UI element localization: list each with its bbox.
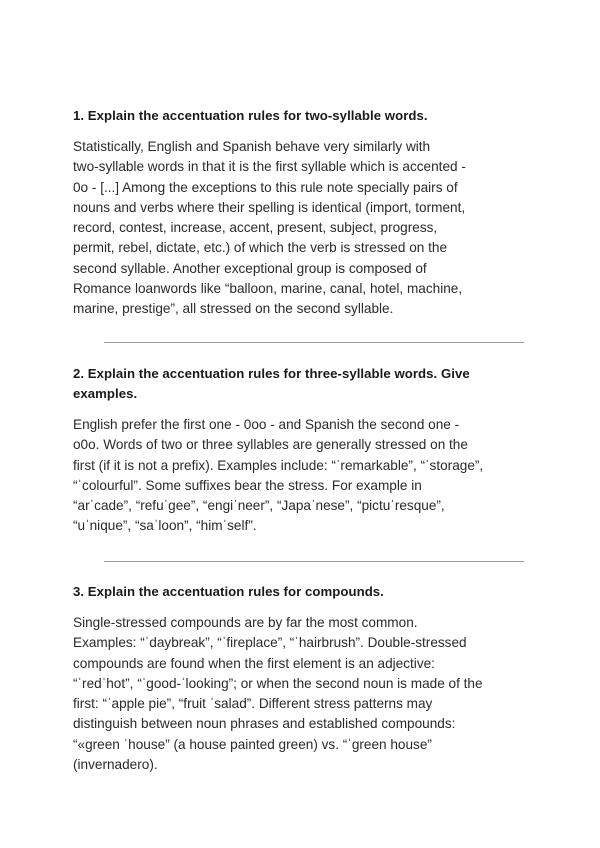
section-body [73,137,525,320]
body-line: English prefer the first one - 0oo - and Spanish the second one - [73,417,460,432]
body-line: record, contest, increase, accent, present, subject, progress, [73,220,438,236]
body-line: “«green ˈhouse” (a house painted green) vs. “ˈgreen house” [73,736,432,752]
heading-line: 3. Explain the accentuation rules for compounds. [73,584,384,599]
body-line: nouns and verbs where their spelling is identical (import, torment, [73,199,466,215]
heading-line: 2. Explain the accentuation rules for three-syllable words. Give [73,366,470,381]
body-line: permit, rebel, dictate, etc.) of which the verb is stressed on the [73,240,448,256]
section-two-syllable-words [73,106,525,320]
section-compounds [73,582,525,775]
body-line: two-syllable words in that it is the first syllable which is accented - [73,159,466,175]
body-line: Examples: “ˈdaybreak”, “ˈfireplace”, “ˈhairbrush”. Double-stressed [73,635,467,651]
section-body [73,415,525,537]
body-line: Romance loanwords like “balloon, marine, canal, hotel, machine, [73,281,463,297]
section-heading [73,106,525,126]
body-line: compounds are found when the first element is an adjective: [73,655,435,671]
section-heading [73,364,525,404]
body-line: first: “ˈapple pie”, “fruit ˈsalad”. Different stress patterns may [73,696,433,712]
section-three-syllable-words [73,364,525,537]
body-line: first (if it is not a prefix). Examples include: “ˈremarkable”, “ˈstorage”, [73,457,484,473]
section-heading [73,582,525,602]
heading-line: 1. Explain the accentuation rules for two-syllable words. [73,108,428,123]
section-body [73,613,525,775]
section-divider [104,342,524,343]
body-line: distinguish between noun phrases and established compounds: [73,716,456,732]
body-line: “arˈcade”, “refuˈgee”, “engiˈneer”, “Japaˈnese”, “pictuˈresque”, [73,498,445,514]
body-line: marine, prestige”, all stressed on the second syllable. [73,301,394,317]
body-line: (invernadero). [73,757,158,773]
body-line: “ˈredˈhot”, “ˈgood-ˈlooking”; or when the second noun is made of the [73,675,483,691]
section-divider [104,561,524,562]
body-line: “uˈnique”, “saˈloon”, “himˈself”. [73,518,257,534]
body-line: Single-stressed compounds are by far the most common. [73,615,418,630]
heading-line: examples. [73,386,138,401]
body-line: second syllable. Another exceptional group is composed of [73,260,427,276]
body-line: Statistically, English and Spanish behave very similarly with [73,139,431,154]
body-line: 0o - [...] Among the exceptions to this rule note specially pairs of [73,179,458,195]
body-line: o0o. Words of two or three syllables are generally stressed on the [73,437,468,453]
body-line: “ˈcolourful”. Some suffixes bear the stress. For example in [73,477,422,493]
